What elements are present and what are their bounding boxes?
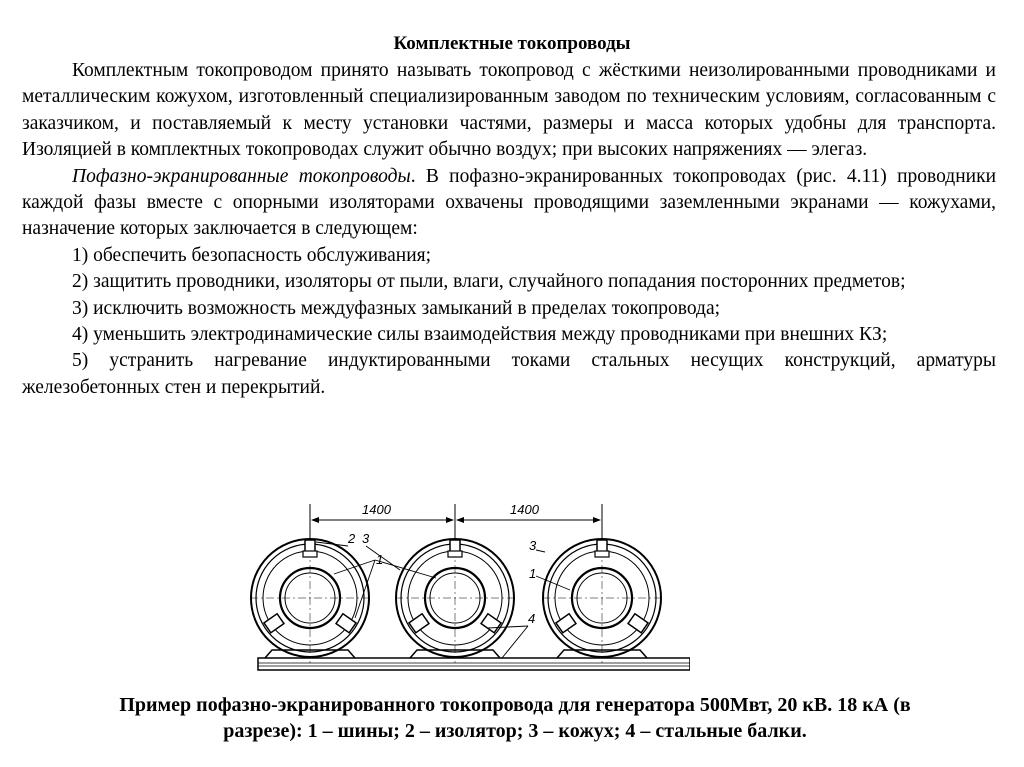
callout-label-1-right: 1 — [529, 566, 537, 581]
dimension-label-right: 1400 — [510, 502, 539, 517]
dimension-label-left: 1400 — [362, 502, 391, 517]
callout-label-2: 2 — [348, 531, 356, 546]
callout-label-1: 1 — [376, 552, 384, 567]
figure-caption — [40, 692, 990, 744]
phase-enclosure-c — [542, 533, 662, 663]
list-item: 1) обеспечить безопасность обслуживания; — [72, 244, 432, 266]
list-item: 2) защитить проводники, изоляторы от пыли, влаги, случайного попадания посторонних предметов; — [72, 271, 906, 293]
phase-enclosure-a — [250, 533, 370, 663]
list-item: 5) устранить нагревание индуктированными токами стальных несущих конструкций, арматуры железобетонных стен и перекрытий. — [22, 350, 996, 398]
term-phase-screened: Пофазно-экранированные токопроводы — [72, 165, 411, 187]
list-item: 3) исключить возможность междуфазных замыканий в пределах токопровода; — [72, 297, 721, 319]
paragraph-phase-screened-text: . В пофазно-экранированных токопроводах (рис. 4.11) проводники каждой фазы вместе с опорными изоляторами охвачены проводящими заземленными экранами — кожухами, назначение которых заключается в следующем: — [22, 165, 996, 240]
paragraph-phase-screened — [22, 164, 996, 243]
callout-label-3-right: 3 — [529, 538, 537, 553]
busduct-cross-section-figure — [240, 498, 690, 688]
paragraph-definition: Комплектным токопроводом принято называть токопровод с жёсткими неизолированными проводниками и металлическим кожухом, изготовленный специализированным заводом по техническим условиям, согласованным с заказчиком, и поставляемый к месту установки частями, размеры и масса которых удобны для транспорта. Изоляцией в комплектных токопроводах служит обычно воздух; при высоких напряжениях — элегаз. — [22, 60, 996, 161]
list-item: 4) уменьшить электродинамические силы взаимодействия между проводниками при внешних КЗ; — [72, 324, 888, 346]
caption-line-2: разрезе): 1 – шины; 2 – изолятор; 3 – кожух; 4 – стальные балки. — [223, 720, 807, 742]
callout-label-4: 4 — [528, 611, 536, 626]
caption-line-1: Пример пофазно-экранированного токопровода для генератора 500Мвт, 20 кВ. 18 кА (в — [119, 694, 911, 716]
body-text — [22, 58, 996, 401]
callout-label-3: 3 — [362, 531, 370, 546]
phase-enclosure-b — [395, 533, 515, 663]
page-title: Комплектные токопроводы — [393, 33, 631, 54]
steel-beam — [258, 658, 690, 670]
